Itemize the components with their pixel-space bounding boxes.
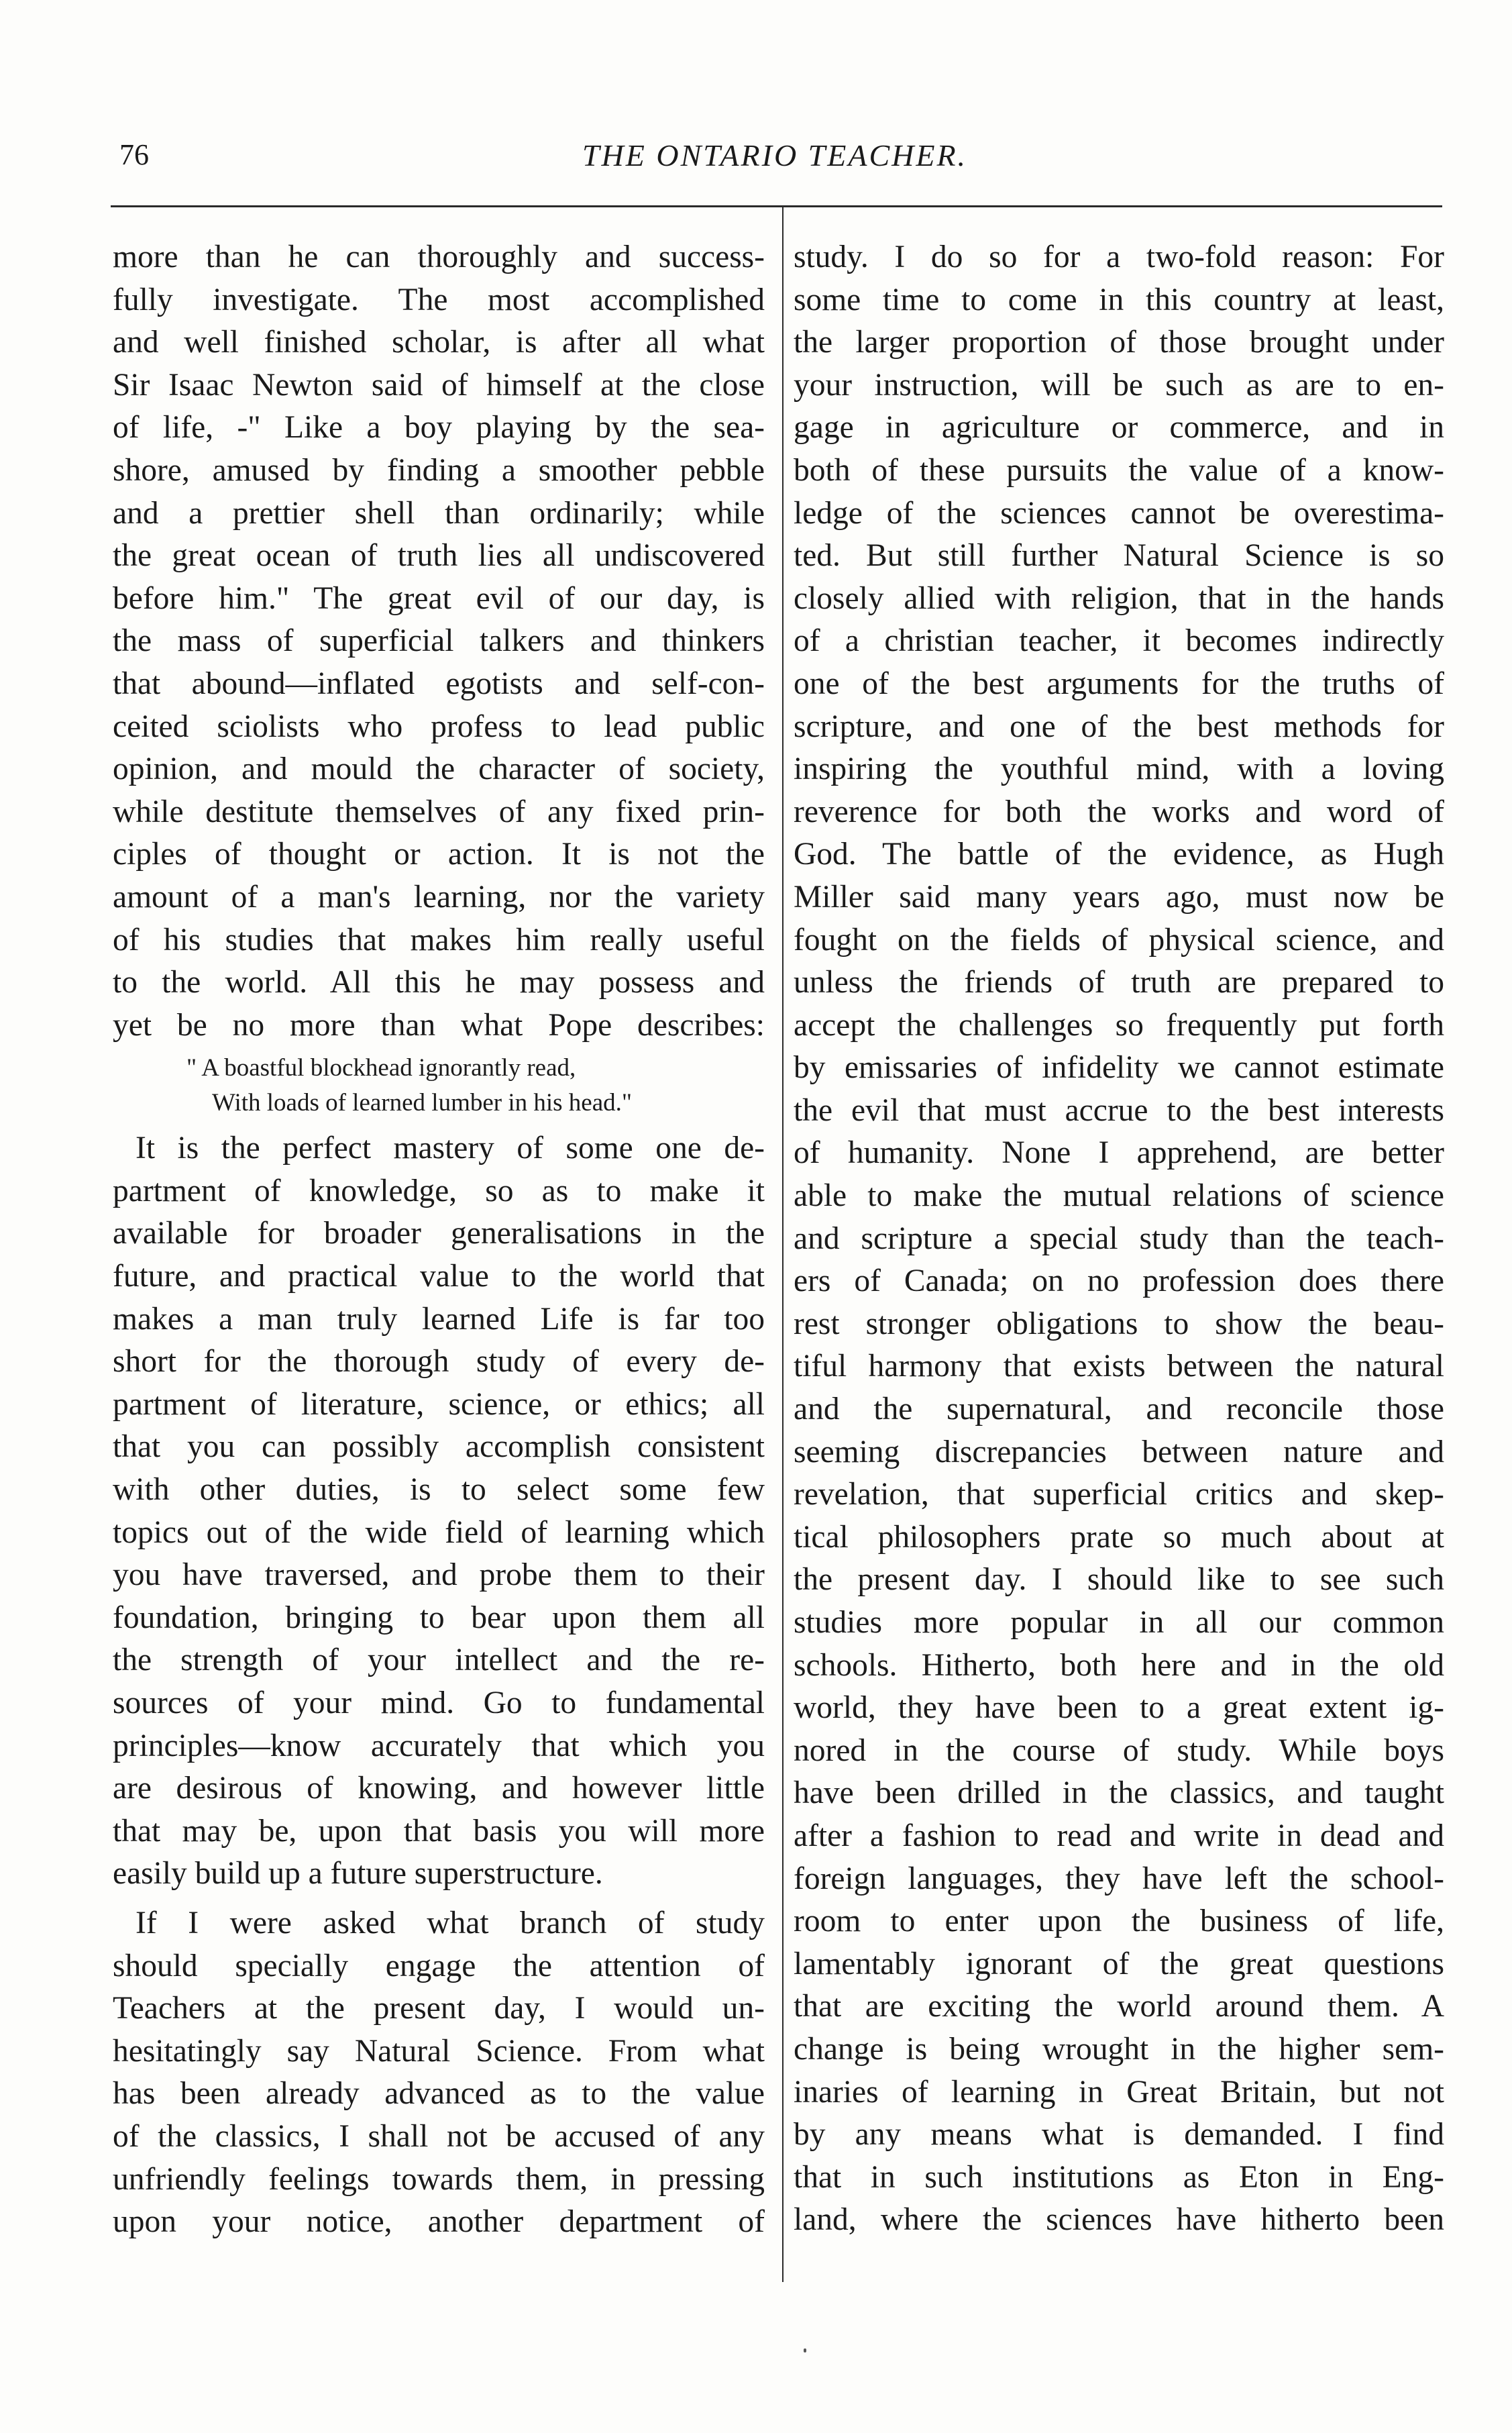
text-line: the present day. I should like to see such	[794, 1562, 1444, 1598]
text-line: and well finished scholar, is after all what	[113, 325, 765, 360]
header-rule	[111, 205, 1442, 207]
text-line: your instruction, will be such as are to en-	[794, 367, 1444, 403]
print-speck	[804, 2348, 806, 2352]
text-line: have been drilled in the classics, and taught	[794, 1775, 1444, 1811]
text-line: of humanity. None I apprehend, are better	[794, 1135, 1444, 1171]
text-line: the evil that must accrue to the best interests	[794, 1092, 1444, 1128]
verse-line: With loads of learned lumber in his head."	[212, 1089, 633, 1117]
text-line: topics out of the wide field of learning which	[113, 1514, 765, 1550]
text-line: are desirous of knowing, and however little	[113, 1771, 765, 1806]
text-line: while destitute themselves of any fixed prin-	[113, 794, 765, 829]
text-line: principles—know accurately that which you	[113, 1728, 765, 1763]
text-line: one of the best arguments for the truths of	[794, 666, 1444, 701]
text-line: that in such institutions as Eton in Eng-	[794, 2159, 1444, 2195]
text-line: partment of knowledge, so as to make it	[113, 1173, 765, 1208]
text-line: God. The battle of the evidence, as Hugh	[794, 837, 1444, 872]
left-paragraph-3	[113, 1902, 765, 2244]
text-line: and a prettier shell than ordinarily; while	[113, 495, 765, 531]
text-line: foreign languages, they have left the school-	[794, 1861, 1444, 1896]
text-line: by emissaries of infidelity we cannot estimate	[794, 1050, 1444, 1086]
text-line: gage in agriculture or commerce, and in	[794, 410, 1444, 446]
text-line: after a fashion to read and write in dead and	[794, 1818, 1444, 1853]
text-line: should specially engage the attention of	[113, 1948, 765, 1983]
text-line: of his studies that makes him really useful	[113, 922, 765, 957]
page-header	[107, 138, 1442, 185]
text-line: that are exciting the world around them. A	[794, 1989, 1444, 2024]
text-line: has been already advanced as to the value	[113, 2076, 765, 2112]
text-line: available for broader generalisations in the	[113, 1216, 765, 1251]
column-divider	[782, 205, 784, 2282]
text-line: It is the perfect mastery of some one de-	[136, 1131, 765, 1166]
text-line: sources of your mind. Go to fundamental	[113, 1686, 765, 1720]
text-line: short for the thorough study of every de-	[113, 1344, 765, 1380]
text-line: the larger proportion of those brought under	[794, 325, 1444, 360]
text-line: of the classics, I shall not be accused of any	[113, 2118, 765, 2154]
text-line: schools. Hitherto, both here and in the old	[794, 1647, 1444, 1683]
text-line: foundation, bringing to bear upon them all	[113, 1600, 765, 1635]
page-number: 76	[119, 138, 149, 171]
text-line: ceited sciolists who profess to lead public	[113, 709, 765, 744]
text-line: reverence for both the works and word of	[794, 794, 1444, 829]
text-line: partment of literature, science, or ethics; all	[113, 1386, 765, 1422]
left-paragraph-2	[113, 1127, 765, 1896]
text-line: nored in the course of study. While boys	[794, 1732, 1444, 1768]
text-line: ledge of the sciences cannot be overestima-	[794, 495, 1444, 531]
left-column	[113, 236, 765, 2244]
text-line: closely allied with religion, that in the hands	[794, 580, 1444, 616]
text-line: Teachers at the present day, I would un-	[113, 1991, 765, 2026]
text-line: fought on the fields of physical science, and	[794, 922, 1444, 957]
text-line: ciples of thought or action. It is not the	[113, 837, 765, 872]
right-paragraph	[794, 236, 1444, 2242]
text-line: the strength of your intellect and the re-	[113, 1643, 765, 1678]
text-line: upon your notice, another department of	[113, 2204, 765, 2240]
text-line: inaries of learning in Great Britain, but not	[794, 2074, 1444, 2110]
text-line: tiful harmony that exists between the natural	[794, 1349, 1444, 1384]
text-line: world, they have been to a great extent ig-	[794, 1690, 1444, 1726]
text-line: unfriendly feelings towards them, in pressing	[113, 2161, 765, 2197]
text-line: and scripture a special study than the teach-	[794, 1221, 1444, 1256]
text-line: accept the challenges so frequently put forth	[794, 1007, 1444, 1043]
text-line: amount of a man's learning, nor the variety	[113, 879, 765, 915]
text-line: able to make the mutual relations of science	[794, 1178, 1444, 1214]
verse-line: " A boastful blockhead ignorantly read,	[186, 1054, 576, 1082]
text-line: Miller said many years ago, must now be	[794, 879, 1444, 915]
text-line: with other duties, is to select some few	[113, 1472, 765, 1508]
text-line: some time to come in this country at least,	[794, 282, 1444, 317]
text-line: unless the friends of truth are prepared to	[794, 965, 1444, 1000]
text-line: shore, amused by finding a smoother pebble	[113, 452, 765, 488]
text-line: yet be no more than what Pope describes:	[113, 1007, 765, 1043]
text-line: hesitatingly say Natural Science. From what	[113, 2033, 765, 2069]
text-line: opinion, and mould the character of society,	[113, 752, 765, 787]
text-line: easily build up a future superstructure.	[113, 1856, 603, 1892]
text-line: ers of Canada; on no profession does there	[794, 1263, 1444, 1299]
text-line: future, and practical value to the world that	[113, 1259, 765, 1294]
text-line: seeming discrepancies between nature and	[794, 1434, 1444, 1469]
text-line: the great ocean of truth lies all undiscovered	[113, 538, 765, 574]
text-line: revelation, that superficial critics and skep-	[794, 1477, 1444, 1512]
text-line: lamentably ignorant of the great questions	[794, 1946, 1444, 1981]
text-line: inspiring the youthful mind, with a loving	[794, 752, 1444, 787]
text-line: that may be, upon that basis you will more	[113, 1813, 765, 1849]
text-line: and the supernatural, and reconcile those	[794, 1392, 1444, 1427]
text-line: the mass of superficial talkers and thinkers	[113, 623, 765, 659]
text-line: studies more popular in all our common	[794, 1605, 1444, 1640]
text-line: of life, -" Like a boy playing by the sea-	[113, 410, 765, 446]
verse-quotation	[113, 1051, 765, 1121]
text-line: you have traversed, and probe them to their	[113, 1557, 765, 1593]
right-column	[794, 236, 1444, 2242]
text-line: before him." The great evil of our day, is	[113, 580, 765, 616]
text-line: ted. But still further Natural Science is so	[794, 538, 1444, 574]
text-line: rest stronger obligations to show the beau-	[794, 1306, 1444, 1341]
left-paragraph-1	[113, 236, 765, 1047]
text-line: by any means what is demanded. I find	[794, 2117, 1444, 2153]
text-line: more than he can thoroughly and success-	[113, 240, 765, 274]
text-line: both of these pursuits the value of a know-	[794, 452, 1444, 488]
text-line: fully investigate. The most accomplished	[113, 282, 765, 317]
text-line: scripture, and one of the best methods for	[794, 709, 1444, 744]
text-line: change is being wrought in the higher sem-	[794, 2031, 1444, 2067]
text-line: If I were asked what branch of study	[136, 1905, 765, 1940]
text-line: that you can possibly accomplish consistent	[113, 1429, 765, 1465]
text-line: room to enter upon the business of life,	[794, 1904, 1444, 1939]
text-line: makes a man truly learned Life is far too	[113, 1301, 765, 1337]
running-title: THE ONTARIO TEACHER.	[582, 138, 968, 172]
text-line: of a christian teacher, it becomes indirectly	[794, 623, 1444, 659]
text-line: to the world. All this he may possess and	[113, 965, 765, 1000]
text-line: tical philosophers prate so much about at	[794, 1519, 1444, 1555]
text-line: study. I do so for a two-fold reason: For	[794, 240, 1444, 274]
text-line: that abound—inflated egotists and self-con-	[113, 666, 765, 701]
text-line: land, where the sciences have hitherto been	[794, 2202, 1444, 2238]
text-line: Sir Isaac Newton said of himself at the close	[113, 367, 765, 403]
